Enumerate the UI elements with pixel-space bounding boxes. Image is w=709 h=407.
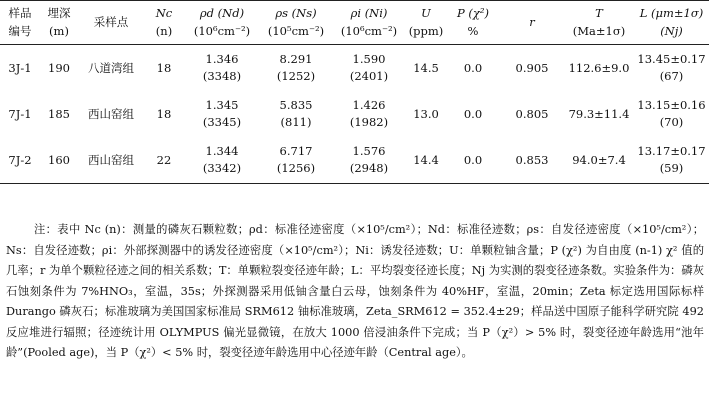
table-row — [0, 45, 709, 92]
cell-site: 八道湾组 — [88, 61, 134, 75]
cell-u: 14.4 — [406, 137, 446, 184]
header-rho-i: ρi (Ni) (10⁶cm⁻²) — [332, 1, 406, 45]
cell-rho-d: 1.345 (3345) — [202, 98, 242, 129]
cell-p: 0.0 — [463, 61, 483, 75]
cell-depth: 190 — [48, 61, 70, 75]
table-row — [0, 137, 709, 184]
cell-nc: 22 — [144, 137, 184, 184]
cell-site: 西山窑组 — [88, 107, 134, 121]
header-sample-id: 样品 编号 — [0, 1, 40, 45]
cell-t: 112.6±9.0 — [568, 61, 630, 75]
cell-sample-id: 3J-1 — [8, 61, 32, 75]
cell-rho-i: 1.590 (2401) — [349, 52, 389, 83]
fission-track-table — [0, 0, 709, 184]
cell-depth: 160 — [40, 137, 78, 184]
header-t: T (Ma±1σ) — [564, 1, 634, 45]
header-p-chi2: P (χ²) % — [446, 1, 500, 45]
fission-track-table-container — [0, 0, 709, 184]
header-rho-d: ρd (Nd) (10⁶cm⁻²) — [184, 1, 260, 45]
cell-l: 13.45±0.17 (67) — [637, 52, 706, 83]
cell-p: 0.0 — [446, 137, 500, 184]
cell-r: 0.905 — [515, 61, 549, 75]
cell-rho-i: 1.426 (1982) — [349, 98, 389, 129]
table-footnote: 注：表中 Nc (n)：测量的磷灰石颗粒数；ρd：标准径迹密度（×10⁵/cm²）；Nd：标准径迹数；ρs：自发径迹密度（×10⁵/cm²）；Ns：自发径迹数；ρi：外部探测器中的诱发径迹密度（×10⁵/cm²）；Ni：诱发径迹数；U：单颗粒铀含量；P (χ²) 为自由度 (n-1) χ² 值的几率；r 为单个颗粒径迹之间的相关系数；T：单颗粒裂变径迹年龄；L：平均裂变径迹长度；Nj 为实测的裂变径迹条数。实验条件为：磷灰石蚀刻条件为 7%HNO₃，室温，35s；外探测器采用低铀含量白云母，蚀刻条件为 40%HF，室温，20min；Zeta 标定选用国际标样 Durango 磷灰石；标准玻璃为美国国家标准局 SRM612 铀标准玻璃，Zeta_SRM612 = 352.4±29；样品送中国原子能科学研究院 492 反应堆进行辐照；径迹统计用 OLYMPUS 偏光显微镜，在放大 1000 倍浸油条件下完成；当 P（χ²）> 5% 时，裂变径迹年龄选用“池年龄”(Pooled age)，当 P（χ²）< 5% 时，裂变径迹年龄选用中心径迹年龄（Central age）。 — [6, 223, 704, 359]
cell-rho-d: 1.346 (3348) — [202, 52, 242, 83]
header-l: L (μm±1σ) (Nj) — [634, 1, 709, 45]
header-r: r — [500, 1, 564, 45]
cell-rho-i: 1.576 (2948) — [332, 137, 406, 184]
cell-depth: 185 — [48, 107, 70, 121]
header-u: U (ppm) — [406, 1, 446, 45]
cell-rho-s: 8.291 (1252) — [276, 52, 316, 83]
header-depth: 埋深 (m) — [40, 1, 78, 45]
cell-sample-id: 7J-1 — [8, 107, 32, 121]
header-nc: Nc (n) — [144, 1, 184, 45]
cell-nc: 18 — [156, 61, 172, 75]
cell-u: 13.0 — [413, 107, 439, 121]
header-row — [0, 1, 709, 45]
cell-rho-s: 6.717 (1256) — [260, 137, 332, 184]
table-row — [0, 91, 709, 137]
cell-l: 13.17±0.17 (59) — [634, 137, 709, 184]
cell-p: 0.0 — [463, 107, 483, 121]
cell-r: 0.853 — [500, 137, 564, 184]
cell-sample-id: 7J-2 — [0, 137, 40, 184]
cell-site: 西山窑组 — [78, 137, 144, 184]
header-site: 采样点 — [78, 1, 144, 45]
cell-r: 0.805 — [515, 107, 549, 121]
cell-l: 13.15±0.16 (70) — [637, 98, 706, 129]
table-header — [0, 1, 709, 45]
header-rho-s: ρs (Ns) (10⁵cm⁻²) — [260, 1, 332, 45]
table-body — [0, 45, 709, 184]
cell-rho-d: 1.344 (3342) — [184, 137, 260, 184]
cell-t: 94.0±7.4 — [564, 137, 634, 184]
cell-u: 14.5 — [413, 61, 439, 75]
cell-nc: 18 — [156, 107, 172, 121]
cell-t: 79.3±11.4 — [568, 107, 630, 121]
cell-rho-s: 5.835 (811) — [279, 98, 313, 129]
